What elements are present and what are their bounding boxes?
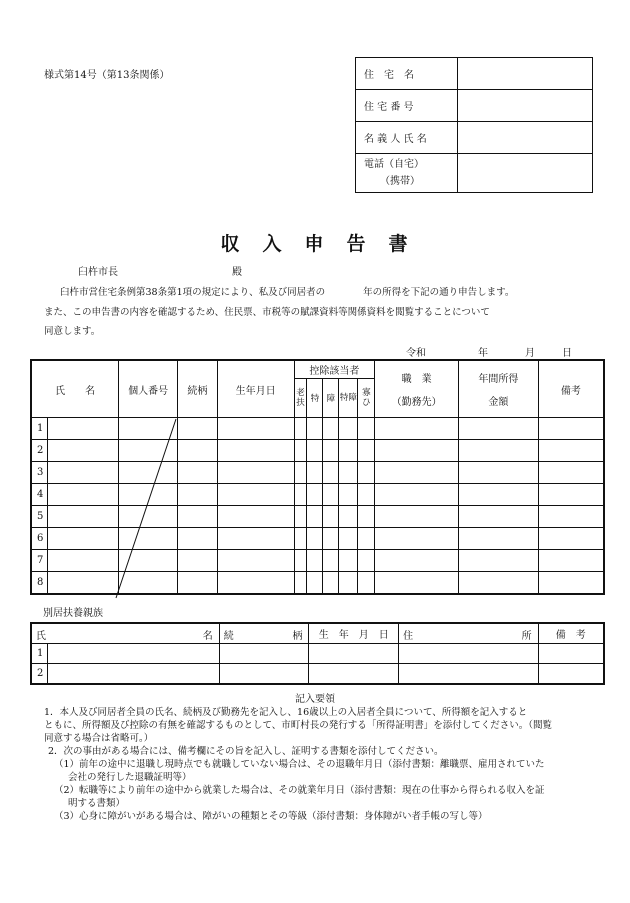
col-name-header: 氏 名	[31, 360, 119, 418]
col-remarks-header: 備考	[538, 360, 604, 418]
note-line-8: 明する書類）	[68, 798, 126, 809]
deduction-sub-rofu: 老扶	[294, 379, 307, 418]
row-number: 4	[31, 484, 48, 506]
row-number: 1	[31, 644, 48, 664]
income-label: 年間所得	[478, 374, 519, 385]
house-name-label: 住 宅 名	[356, 58, 458, 90]
date-day: 日	[562, 348, 572, 359]
note-line-9: （3）心身に障がいがある場合は、障がいの種類とその等級（添付書類：身体障がい者手帳の写し等）	[54, 811, 488, 822]
addressee: 臼杵市長	[78, 267, 118, 278]
note-line-7: （2）転職等により前年の途中から就業した場合は、その就業年月日（添付書類：現在の仕事から得られる収入を証	[54, 785, 545, 796]
table-cell[interactable]	[399, 644, 538, 664]
table-cell[interactable]	[538, 664, 604, 685]
bek-addr-header	[399, 623, 538, 644]
table-cell[interactable]	[219, 644, 309, 664]
note-line-6: 会社の発行した退職証明等）	[68, 772, 192, 783]
note-line-2: ともに、所得額及び控除の有無を確認するものとして、市町村長の発行する「所得証明書」を添付してください。（閲覧	[44, 720, 553, 731]
job-sub-label: （勤務先）	[391, 397, 442, 408]
col-birth-header: 生年月日	[217, 360, 294, 418]
notes-block	[44, 706, 604, 823]
deduction-sub-toku: 特	[307, 379, 323, 418]
date-month: 月	[525, 348, 535, 359]
row-number: 3	[31, 462, 48, 484]
bek-birth-header: 生 年 月 日	[309, 623, 399, 644]
bek-addr-a: 住	[403, 631, 414, 642]
bek-rel-header	[219, 623, 309, 644]
note-line-5: （1）前年の途中に退職し現時点でも就職していない場合は、その退職年月日（添付書類：離職票、雇用されていた	[54, 759, 545, 770]
bek-name-header	[31, 623, 219, 644]
dependents-table	[30, 622, 605, 685]
table-cell[interactable]	[538, 644, 604, 664]
col-mynumber-header: 個人番号	[119, 360, 178, 418]
deduction-sub-tokusho: 特障	[339, 379, 358, 418]
table-row	[31, 664, 604, 685]
table-cell[interactable]	[309, 644, 399, 664]
row-number: 2	[31, 440, 48, 462]
body-line-1: 臼杵市営住宅条例第38条第1項の規定により、私及び同居者の 年の所得を下記の通り申告します。	[60, 287, 515, 298]
bek-name-a: 氏	[36, 631, 46, 642]
date-era: 令和	[406, 348, 426, 359]
bekkyo-label: 別居扶養親族	[43, 608, 103, 619]
bek-rem-header: 備 考	[538, 623, 604, 644]
row-number: 1	[31, 418, 48, 440]
note-line-1: 1．本人及び同居者全員の氏名、続柄及び勤務先を記入し、16歳以上の入居者全員について、所得額を記入すると	[44, 707, 528, 718]
page-title: 収 入 申 告 書	[220, 233, 410, 255]
deduction-sub-sho: 障	[323, 379, 339, 418]
col-deduction-header: 控除該当者	[294, 360, 375, 379]
table-cell[interactable]	[399, 664, 538, 685]
table-cell[interactable]	[48, 644, 219, 664]
body-line-3: 同意します。	[44, 326, 101, 337]
row-number: 5	[31, 506, 48, 528]
note-line-4: 2．次の事由がある場合には、備考欄にその旨を記入し、証明する書類を添付してください。	[48, 746, 444, 757]
honorific: 殿	[232, 267, 242, 278]
deduction-sub-kahi: 寡ひ	[358, 379, 375, 418]
note-line-3: 同意する場合は省略可。）	[44, 733, 154, 744]
bek-rel-a: 続	[223, 631, 234, 642]
table-cell[interactable]	[309, 664, 399, 685]
bek-addr-b: 所	[521, 631, 532, 642]
house-number-label: 住 宅 番 号	[356, 90, 458, 122]
form-number: 様式第14号（第13条関係）	[44, 70, 170, 81]
table-row	[31, 644, 604, 664]
job-label: 職 業	[401, 374, 432, 385]
income-sub-label: 金額	[488, 397, 509, 408]
body-line-2: また、この申告書の内容を確認するため、住民票、市税等の賦課資料等関係資料を閲覧することについて	[44, 307, 490, 318]
table-cell[interactable]	[219, 664, 309, 685]
phone-home-label: 電話（自宅）	[364, 159, 424, 170]
table-cell[interactable]	[48, 664, 219, 685]
notes-title: 記入要領	[295, 694, 335, 705]
bek-name-b: 名	[202, 631, 213, 642]
row-number: 7	[31, 550, 48, 572]
phone-mobile-label: （携帯）	[380, 176, 420, 187]
row-number: 2	[31, 664, 48, 685]
row-number: 6	[31, 528, 48, 550]
bek-rel-b: 柄	[292, 631, 303, 642]
row-number: 8	[31, 572, 48, 595]
holder-name-label: 名 義 人 氏 名	[356, 122, 458, 154]
date-year: 年	[478, 348, 488, 359]
col-relation-header: 続柄	[177, 360, 217, 418]
